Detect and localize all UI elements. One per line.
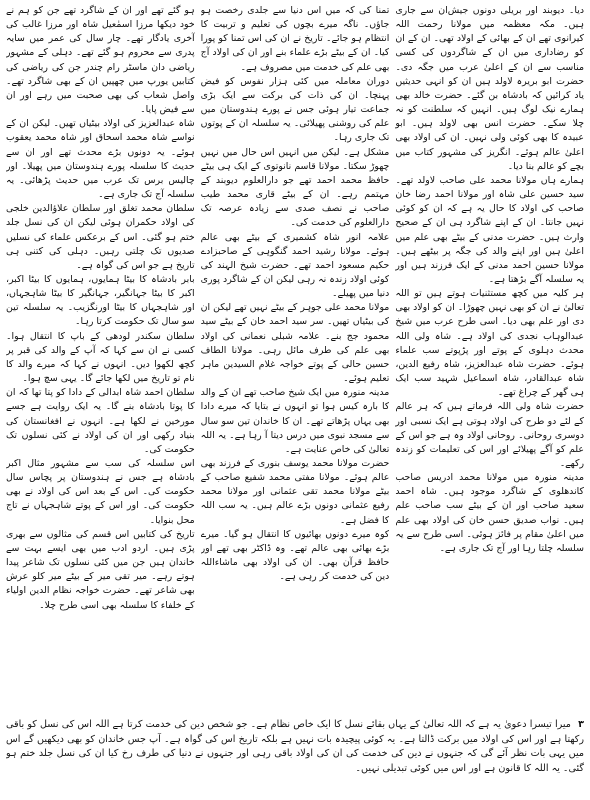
paragraph: مشکل ہے۔ لیکن میں انہیں اس حال میں نہیں چھوڑ سکتا۔ مولانا قاسم نانوتوی کے ایک ہی بیٹے حافظ محمد احمد تھے جو دارالعلوم دیوبند کے مہتمم رہے۔ ان کے بیٹے قاری محمد طیب صاحب نے نصف صدی سے زیادہ عرصہ تک دارالعلوم کی خدمت کی۔ [200, 146, 390, 229]
text-columns [6, 4, 584, 712]
paragraph: سلطان سکندر لودھی کے باپ کا انتقال ہوا۔ کسی نے ان سے کہا کہ آپ کے والد کی قبر پر کچھ لکھوا دیں۔ انہوں نے کہا کہ میرے والد کا نام تو تاریخ میں لکھا جائے گا۔ یہی سچ ہوا۔ [6, 330, 195, 385]
paragraph: مولانا محمد علی جوہر کے بیٹے نہیں تھے لیکن ان کی بیٹیاں تھیں۔ سر سید احمد خان کے بیٹے سید محمود جج بنے۔ علامہ شبلی نعمانی کی اولاد بھی علم کی طرف مائل رہی۔ مولانا الطاف حسین حالی کے پوتے خواجہ غلام السیدین ماہر تعلیم ہوئے۔ [200, 302, 390, 385]
paragraph: اس سلسلہ کی سب سے مشہور مثال اکبر بادشاہ ہے جس نے ہندوستان پر پچاس سال حکومت کی۔ اس کے بعد اس کی اولاد نے بھی حکومت کی۔ اور اس کے پوتے شاہجہاں نے تاج محل بنوایا۔ [6, 458, 195, 526]
paragraph: دیا۔ دیوبند اور بریلی دونوں جیش‌ان سے جاری ہیں۔ مکہ معظمہ میں مولانا رحمت اللہ کیرانوی تھے ان کے بھائی کے اولاد تھی۔ ان کے ان کو رضاداری میں ان کے شاگردوں کی کسی مناسب سے ان کے اعلیٰ عرب میں جگہ دی۔ حضرت ابو بریرہ لاولد ہیں ان کو انہی حدیثیں یاد کرائیں کہ بادشاہ بن گئے۔ حضرت خالد بھی ہمارے نیک لوگ ہیں۔ انہیں کہ سلطنت کو نہ چلا سکے۔ حضرت انس بھی لاولد ہیں۔ ابو عبیدہ کا بھی کوئی ولی نہیں۔ ان کی اولاد بھی اعلیٰ عالم ہوئے۔ انگریز کی مشہور کتاب میں بچے کو عالم بنا دیا۔ [395, 5, 584, 172]
paragraph: علامہ انور شاہ کشمیری کے بیٹے بھی عالم ہوئے۔ مولانا رشید احمد گنگوہی کے صاحبزادے حکیم مسعود احمد تھے۔ حضرت شیخ الہند کی کوئی اولاد زندہ نہ رہی لیکن ان کے شاگرد پوری دنیا میں پھیلے۔ [200, 231, 390, 300]
footer-text: میرا تیسرا دعویٰ یہ ہے کہ اللہ تعالیٰ کے یہاں بقائے نسل کا ایک خاص نظام ہے۔ جو شخص دین کی خدمت کرتا ہے اللہ اس کی نسل کو باقی رکھتا ہے اور اس کی اولاد میں برکت ڈالتا ہے۔ یہ کوئی پیچیدہ بات نہیں ہے بلکہ تاریخ اس کی گواہ ہے۔ آپ جس خاندان کو بھی دیکھیں گے اس میں یہی بات نظر آئے گی کہ جنہوں نے دین کی خدمت کی ان کی اولاد باقی رہی اور جنہوں نے دنیا کی طرف رخ کیا ان کی نسل جلد ختم ہو گئی۔ یہ اللہ کا قانون ہے اور اس میں کوئی تبدیلی نہیں۔ [6, 719, 584, 774]
paragraph: ہر کلیہ میں کچھ مستثنیات ہوتے ہیں تو اللہ تعالیٰ نے ان کو بھی نہیں چھوڑا۔ ان کو اولاد بھی دی اور علم بھی دیا۔ اسی طرح عرب میں شیخ عبدالوہاب نجدی کی اولاد ہے۔ شاہ ولی اللہ محدث دہلوی کے پوتے اور پڑپوتے سب علماء ہوئے۔ حضرت شاہ عبدالعزیز، شاہ رفیع الدین، شاہ عبدالقادر، شاہ اسماعیل شہید سب ایک ہی گھر کے چراغ تھے۔ [395, 288, 584, 399]
footer-paragraph [6, 718, 584, 796]
paragraph: دوران معاملہ میں کئی ہزار نفوس کو فیض پہنچا۔ ان کی ذات کی برکت سے ایک بڑی جماعت تیار ہوئی جس نے پورے ہندوستان میں علم کی روشنی پھیلائی۔ یہ سلسلہ ان کے پوتوں تک جاری رہا۔ [200, 75, 390, 144]
paragraph: حضرت شاہ ولی اللہ فرماتے ہیں کہ ہر عالم کے لئے دو طرح کی اولاد ہوتی ہے ایک نسبی اور دوسری روحانی۔ روحانی اولاد وہ ہے جو اس کے علم کو آگے پھیلائے اور اس کی تعلیمات کو زندہ رکھے۔ [395, 401, 584, 469]
paragraph: ہمارے ہاں مولانا محمد علی صاحب لاولد تھے۔ سید حسین علی شاہ اور مولانا احمد رضا خان صاحب کی اولاد کا حال یہ ہے کہ ان کو کوئی نہیں جانتا۔ ان کے اپنے شاگرد ہی ان کے صحیح وارث ہیں۔ حضرت مدنی کے بیٹے بھی علم میں اعلیٰ ہیں اور اپنے والد کی جگہ پر بیٹھے ہیں۔ مولانا حسین احمد مدنی کے ایک فرزند ہیں اور یہ سلسلہ آگے بڑھتا ہے۔ [395, 174, 584, 285]
paragraph: مدینہ منورہ میں ایک شیخ صاحب تھے ان کے والد کا بارہ کیس ہوا تو انہوں نے بتایا کہ میرے دادا بھی یہاں پڑھاتے تھے۔ ان کا خاندان تین سو سال سے مسجد نبوی میں درس دیتا آ رہا ہے۔ یہ اللہ تعالیٰ کی خاص عنایت ہے۔ [200, 387, 390, 455]
column-right [395, 4, 584, 712]
paragraph: کوہ میرے دونوں بھائیوں کا انتقال ہو گیا۔ میرے بڑے بھائی بھی عالم تھے۔ وہ ڈاکٹر بھی تھے اور حافظ قرآن بھی۔ ان کی اولاد بھی ماشاءاللہ دین کی خدمت کر رہی ہے۔ [200, 528, 390, 583]
paragraph: شاہ عبدالعزیز کی اولاد بیٹیاں تھیں۔ لیکن ان کے نواسے شاہ محمد اسحاق اور شاہ محمد یعقوب ہوئے۔ یہ دونوں بڑے محدث تھے اور ان سے حدیث کا سلسلہ پورے ہندوستان میں پھیلا۔ اور چالیس برس تک عرب میں حدیث پڑھائی۔ یہ سلسلہ آج تک جاری ہے۔ [6, 118, 195, 201]
paragraph: حضرت مولانا محمد یوسف بنوری کے فرزند بھی عالم ہوئے۔ مولانا مفتی محمد شفیع صاحب کے بیٹے مولانا محمد تقی عثمانی اور مولانا محمد رفیع عثمانی دونوں بڑے عالم ہیں۔ یہ سب اللہ کا فضل ہے۔ [200, 458, 390, 526]
paragraph: ہو گئے تھے اور ان کے شاگرد تھے جن کو ہم نے خود دیکھا مرزا اسمٰعیل شاہ اور مرزا غالب کی آخری یادگار تھے۔ چار سال کی عمر میں سایہ پدری سے محروم ہو گئے تھے۔ دہلی کے مشہور ریاضی دان ماسٹر رام چندر جن کی ریاضی کی کتابیں یورپ میں چھپیں ان کے بھی شاگرد تھے۔ واصل شعاب کی بھی صحبت میں رہے اور ان سے فیض پایا۔ [6, 5, 195, 116]
paragraph: تمنا کی کہ میں اس دنیا سے جلدی رخصت ہو جاؤں۔ ناگہ میرے بچوں کی تعلیم و تربیت کا انتظام ہو جائے۔ تاریخ نے ان کی اس تمنا کو پورا کیا۔ ان کے بیٹے بڑے علماء بنے اور ان کی اولاد آج بھی علم کی خدمت میں مصروف ہے۔ [200, 5, 390, 73]
paragraph: سلطان محمد تغلق اور سلطان علاؤالدین خلجی کی اولاد حکمران ہوئی لیکن ان کی نسل جلد ختم ہو گئی۔ اس کے برعکس علماء کی نسلیں صدیوں تک چلتی رہیں۔ دہلی کی کتنی ہی تاریخ ہے جو اس کی گواہ ہے۔ [6, 203, 195, 271]
paragraph: سلطان احمد شاہ ابدالی کے دادا کو پتا تھا کہ ان کا پوتا بادشاہ بنے گا۔ یہ ایک روایت ہے جسے مورخین نے لکھا ہے۔ انہوں نے افغانستان کی بنیاد رکھی اور ان کی اولاد نے کئی نسلوں تک حکومت کی۔ [6, 387, 195, 455]
paragraph: بابر بادشاہ کا بیٹا ہمایوں، ہمایوں کا بیٹا اکبر، اکبر کا بیٹا جہانگیر، جہانگیر کا بیٹا شاہجہاں، اور شاہجہاں کا بیٹا اورنگزیب۔ یہ سلسلہ تین سو سال تک حکومت کرتا رہا۔ [6, 273, 195, 328]
paragraph: مدینہ منورہ میں مولانا محمد ادریس صاحب کاندھلوی کے شاگرد موجود ہیں۔ شاہ احمد سعید صاحب اور ان کے بیٹے سب صاحب علم ہیں۔ نواب صدیق حسن خان کی اولاد بھی علم میں اعلیٰ مقام پر فائز ہوئی۔ اسی طرح سے یہ سلسلہ چلتا رہا اور آج تک جاری ہے۔ [395, 472, 584, 554]
column-left [6, 4, 195, 712]
paragraph: تاریخ کی کتابیں اس قسم کی مثالوں سے بھری پڑی ہیں۔ اردو ادب میں بھی ایسے بہت سے خاندان ہیں جن میں کئی نسلوں تک شاعر پیدا ہوتے رہے۔ میر تقی میر کے بیٹے میر کلو عرش بھی شاعر تھے۔ حضرت خواجہ نظام الدین اولیاء کے خلفاء کا سلسلہ بھی اسی طرح چلا۔ [6, 528, 195, 611]
column-middle [201, 4, 390, 712]
footer-number: ۳ [578, 719, 584, 730]
